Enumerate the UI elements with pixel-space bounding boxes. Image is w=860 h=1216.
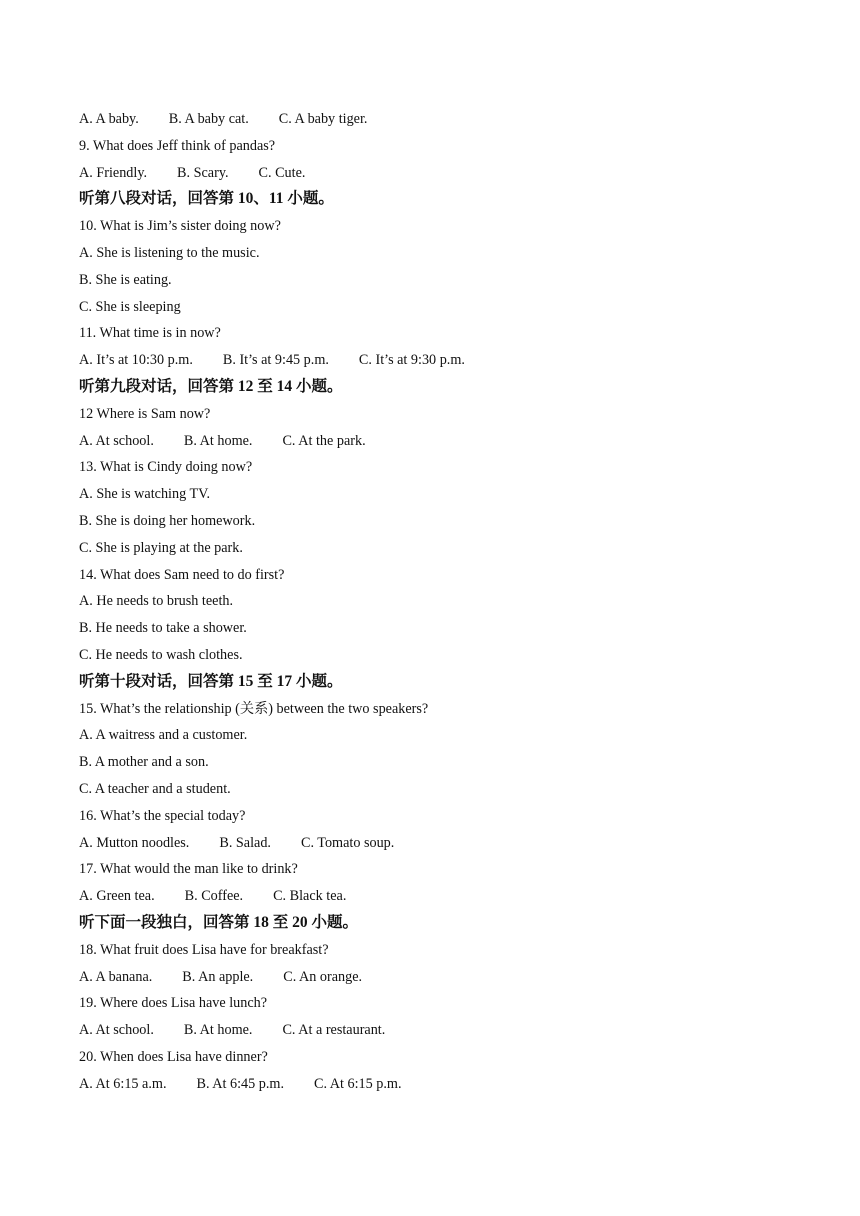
question-text: 20. When does Lisa have dinner? xyxy=(79,1048,268,1065)
section-heading: 听第十段对话，回答第 15 至 17 小题。 xyxy=(79,672,343,690)
options-row xyxy=(79,428,820,455)
question-text: 14. What does Sam need to do first? xyxy=(79,566,285,583)
answer-option: B. It’s at 9:45 p.m. xyxy=(222,352,329,369)
answer-option: C. A baby tiger. xyxy=(278,111,368,127)
answer-option: B. A baby cat. xyxy=(168,111,249,127)
answer-option: B. At 6:45 p.m. xyxy=(196,1075,285,1092)
question-text: 16. What’s the special today? xyxy=(79,807,246,824)
answer-option: C. An orange. xyxy=(283,968,363,985)
question-text: 19. Where does Lisa have lunch? xyxy=(79,995,268,1012)
exam-content xyxy=(79,106,820,1097)
answer-option: A. A baby. xyxy=(79,111,139,127)
answer-option: C. At a restaurant. xyxy=(282,1022,386,1039)
options-row xyxy=(79,160,820,187)
answer-option: B. She is eating. xyxy=(79,271,172,288)
answer-option: C. It’s at 9:30 p.m. xyxy=(358,352,465,369)
answer-option: A. Mutton noodles. xyxy=(79,834,190,851)
options-row xyxy=(79,830,820,857)
answer-option: C. She is playing at the park. xyxy=(79,539,243,556)
answer-option: C. At the park. xyxy=(282,432,366,449)
answer-option: B. At home. xyxy=(183,432,253,449)
answer-option: A. He needs to brush teeth. xyxy=(79,593,234,610)
answer-option: C. Black tea. xyxy=(273,888,347,905)
options-row xyxy=(79,347,820,374)
answer-option: C. She is sleeping xyxy=(79,298,181,315)
answer-option: B. Coffee. xyxy=(184,888,244,905)
section-heading: 听第八段对话，回答第 10、11 小题。 xyxy=(79,190,334,208)
question-text: 9. What does Jeff think of pandas? xyxy=(79,137,276,154)
answer-option: A. A waitress and a customer. xyxy=(79,727,248,744)
answer-option: C. At 6:15 p.m. xyxy=(314,1075,402,1092)
answer-option: C. A teacher and a student. xyxy=(79,780,231,797)
options-row xyxy=(79,1017,820,1044)
answer-option: A. She is listening to the music. xyxy=(79,244,260,261)
question-text: 18. What fruit does Lisa have for breakfast? xyxy=(79,941,329,958)
answer-option: C. Tomato soup. xyxy=(300,834,395,851)
answer-option: A. At school. xyxy=(79,1022,154,1039)
question-text: 11. What time is in now? xyxy=(79,325,221,342)
question-text: 13. What is Cindy doing now? xyxy=(79,459,253,476)
options-row xyxy=(79,106,820,133)
options-row xyxy=(79,1071,820,1098)
answer-option: B. An apple. xyxy=(182,968,254,985)
answer-option: B. A mother and a son. xyxy=(79,754,209,771)
answer-option: C. He needs to wash clothes. xyxy=(79,646,243,663)
answer-option: B. Salad. xyxy=(219,834,271,851)
question-text: 17. What would the man like to drink? xyxy=(79,861,298,878)
answer-option: A. Friendly. xyxy=(79,164,148,181)
answer-option: A. It’s at 10:30 p.m. xyxy=(79,352,193,369)
question-text: 10. What is Jim’s sister doing now? xyxy=(79,218,281,235)
question-text: 12 Where is Sam now? xyxy=(79,405,211,422)
answer-option: A. A banana. xyxy=(79,968,153,985)
answer-option: A. She is watching TV. xyxy=(79,486,211,503)
answer-option: B. At home. xyxy=(183,1022,253,1039)
answer-option: A. Green tea. xyxy=(79,888,155,905)
answer-option: A. At school. xyxy=(79,432,154,449)
answer-option: B. Scary. xyxy=(177,164,229,181)
options-row xyxy=(79,883,820,910)
section-heading: 听下面一段独白，回答第 18 至 20 小题。 xyxy=(79,913,359,931)
options-row xyxy=(79,964,820,991)
answer-option: C. Cute. xyxy=(258,164,306,181)
section-heading: 听第九段对话，回答第 12 至 14 小题。 xyxy=(79,377,343,395)
question-text: 15. What’s the relationship (关系) between the two speakers? xyxy=(79,700,429,717)
answer-option: B. She is doing her homework. xyxy=(79,512,256,529)
answer-option: A. At 6:15 a.m. xyxy=(79,1075,167,1092)
answer-option: B. He needs to take a shower. xyxy=(79,620,247,637)
